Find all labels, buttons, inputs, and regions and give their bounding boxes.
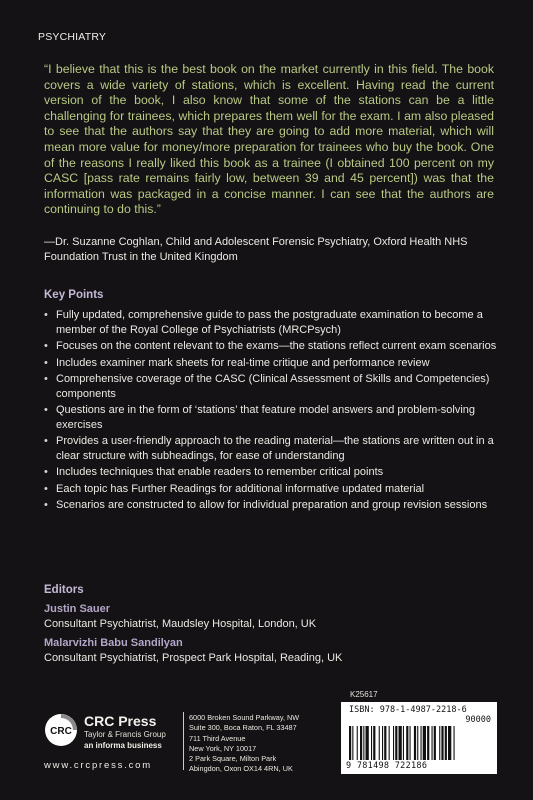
bullet-icon: • bbox=[44, 373, 48, 386]
logo-text: CRC bbox=[50, 726, 72, 737]
barcode-icon bbox=[347, 726, 491, 760]
barcode-bar bbox=[421, 726, 422, 760]
barcode-bar bbox=[389, 726, 390, 760]
barcode-bar bbox=[349, 726, 351, 760]
crc-logo-icon bbox=[44, 713, 78, 747]
barcode-bar bbox=[445, 726, 447, 760]
barcode-bar bbox=[441, 726, 443, 760]
list-item: • Focuses on the content relevant to the exams—the stations reflect current exam scenarios bbox=[44, 340, 497, 353]
editor-role: Consultant Psychiatrist, Maudsley Hospital, London, UK bbox=[44, 618, 317, 630]
bullet-icon: • bbox=[44, 435, 48, 448]
bullet-icon: • bbox=[44, 404, 48, 417]
barcode-bar bbox=[410, 726, 411, 760]
barcode-bar bbox=[360, 726, 362, 760]
barcode-bar bbox=[366, 726, 369, 760]
editor-name: Justin Sauer bbox=[44, 603, 111, 615]
barcode-bar bbox=[393, 726, 394, 760]
address-uk: 2 Park Square, Milton Park Abingdon, Oxon OX14 4RN, UK bbox=[189, 754, 293, 773]
barcode-panel bbox=[341, 702, 497, 774]
list-item: • Each topic has Further Readings for additional informative updated material bbox=[44, 482, 425, 495]
review-quote: “I believe that this is the best book on the market currently in this field. The book covers a wide variety of stations, which is excellent. Having read the current version of the book, I also know that some of the stations can be a little challenging for trainees, which prepares them well for the exam. I am also pleased to see that the authors say that they are going to add more material, which will mean more value for money/more preparation for trainees who buy the book. One of the reasons I really liked this book as a trainee (I obtained 100 percent on my CASC [pass rate remains fairly low, between 39 and 45 percent]) was that the information was packaged in a concise manner. I can see that the authors are continuing to do this.” bbox=[44, 62, 494, 217]
bullet-icon: • bbox=[44, 356, 48, 369]
barcode-bar bbox=[352, 726, 353, 760]
barcode-bar bbox=[434, 726, 436, 760]
barcode-bar bbox=[373, 726, 375, 760]
barcode-bar bbox=[384, 726, 386, 760]
barcode-bar bbox=[395, 726, 397, 760]
barcode-bar bbox=[417, 726, 418, 760]
bullet-icon: • bbox=[44, 340, 48, 353]
bullet-icon: • bbox=[44, 466, 48, 479]
barcode-bar bbox=[382, 726, 383, 760]
list-item: • Scenarios are constructed to allow for individual preparation and group revision sessions bbox=[44, 499, 488, 512]
address-ny: 711 Third Avenue New York, NY 10017 bbox=[189, 734, 257, 753]
list-item: • Fully updated, comprehensive guide to pass the postgraduate examination to become a member of the Royal College of Psychiatrists (MRCPsych) bbox=[44, 309, 483, 336]
barcode-bar bbox=[357, 726, 358, 760]
editor-name: Malarvizhi Babu Sandilyan bbox=[44, 637, 183, 649]
editor-role: Consultant Psychiatrist, Prospect Park Hospital, Reading, UK bbox=[44, 652, 343, 664]
product-code: K25617 bbox=[350, 690, 378, 699]
editors-heading: Editors bbox=[44, 584, 84, 596]
barcode-bar bbox=[403, 726, 404, 760]
divider bbox=[183, 712, 184, 770]
barcode-bar bbox=[448, 726, 451, 760]
barcode-bar bbox=[427, 726, 429, 760]
list-item: • Includes techniques that enable readers to remember critical points bbox=[44, 466, 384, 479]
barcode-bar bbox=[439, 726, 440, 760]
publisher-name: CRC Press bbox=[84, 713, 157, 729]
barcode-bar bbox=[371, 726, 372, 760]
barcode-bar bbox=[454, 726, 455, 760]
isbn-text: ISBN: 978-1-4987-2218-6 bbox=[349, 705, 467, 715]
key-points-list bbox=[44, 308, 504, 515]
barcode-bar bbox=[423, 726, 426, 760]
barcode-digits: 9 781498 722186 bbox=[346, 761, 428, 771]
list-item: • Comprehensive coverage of the CASC (Clinical Assessment of Skills and Competencies) components bbox=[44, 373, 490, 400]
barcode-bar bbox=[363, 726, 364, 760]
review-attribution: —Dr. Suzanne Coghlan, Child and Adolescent Forensic Psychiatry, Oxford Health NHS Foundation Trust in the United Kingdom bbox=[44, 236, 468, 263]
address-us: 6000 Broken Sound Parkway, NW Suite 300, Boca Raton, FL 33487 bbox=[189, 713, 300, 732]
barcode-bar bbox=[432, 726, 433, 760]
bullet-icon: • bbox=[44, 499, 48, 512]
list-item: • Questions are in the form of ‘stations’ that feature model answers and problem-solving exercises bbox=[44, 404, 476, 431]
publisher-subtitle: Taylor & Francis Group bbox=[84, 730, 166, 739]
barcode-bar bbox=[406, 726, 408, 760]
bullet-icon: • bbox=[44, 309, 48, 321]
key-points-heading: Key Points bbox=[44, 289, 104, 301]
barcode-bar bbox=[414, 726, 416, 760]
category-label: PSYCHIATRY bbox=[38, 31, 107, 43]
price-code: 90000 bbox=[465, 715, 491, 725]
publisher-informa: an informa business bbox=[84, 741, 162, 750]
publisher-website: www.crcpress.com bbox=[44, 760, 152, 771]
list-item: • Includes examiner mark sheets for real-time critique and performance review bbox=[44, 356, 430, 369]
barcode-bar bbox=[379, 726, 380, 760]
bullet-icon: • bbox=[44, 482, 48, 495]
barcode-bar bbox=[399, 726, 402, 760]
list-item: • Provides a user-friendly approach to the reading material—the stations are written out in a clear structure with subheadings, for ease of understanding bbox=[44, 435, 494, 462]
